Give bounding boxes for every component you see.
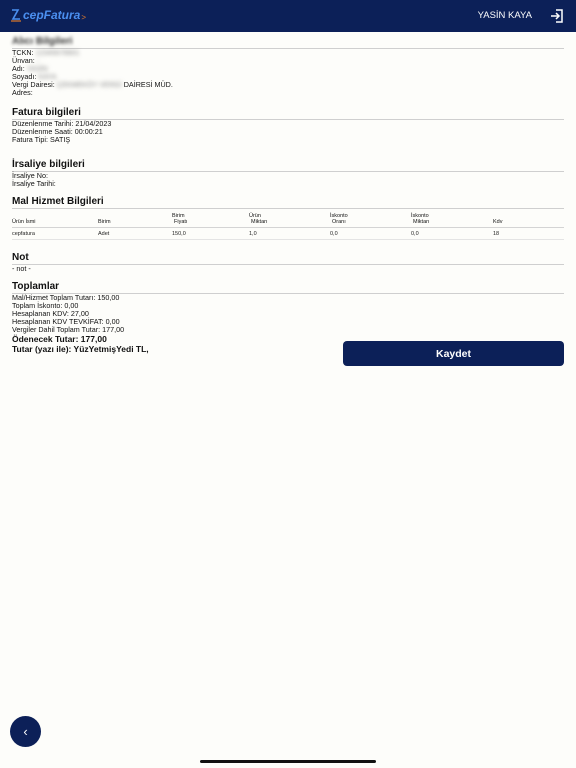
invoice-time: Düzenlenme Saati: 00:00:21 [12,127,103,136]
col-h2: Fiyatı [174,219,188,225]
buyer-title-text: Alıcı Bilgileri [12,36,73,47]
table-row [12,228,564,240]
table-cell: cepfatura [12,228,98,240]
col-quantity [249,213,330,228]
note-text: - not - [12,264,31,273]
col-h2: Ürün İsmi [12,219,36,225]
save-button[interactable]: Kaydet [343,341,564,366]
unvan-value: - [36,56,40,65]
buyer-adres: Adres: [12,88,33,97]
total-line: Vergiler Dahil Toplam Tutar: 177,00 [12,325,125,334]
col-h1: İskonto [330,213,348,219]
buyer-vergi [12,81,564,89]
soyad-value: KAYA [38,72,57,81]
home-indicator [200,760,376,763]
vergi-value-suffix: DAİRESİ MÜD. [123,80,173,89]
waybill-section-title: İrsaliye bilgileri [12,159,564,172]
invoice-type: Fatura Tipi: SATIŞ [12,135,71,144]
col-h2: Miktarı [251,219,268,225]
buyer-ad [12,65,564,73]
col-vat [493,213,564,228]
total-line: Hesaplanan KDV: 27,00 [12,309,89,318]
buyer-unvan [12,57,564,65]
table-cell: 18 [493,228,564,240]
items-table [12,213,564,240]
col-h2: Oranı [332,219,346,225]
logout-icon[interactable] [550,9,564,23]
vergi-label: Vergi Dairesi: [12,80,55,89]
table-cell: 0,0 [411,228,493,240]
col-h1: Ürün [249,213,261,219]
items-header-row [12,213,564,228]
waybill-no: İrsaliye No: [12,171,48,180]
col-h2: Birim [98,219,111,225]
items-section-title: Mal Hizmet Bilgileri [12,196,564,209]
col-h2: Miktarı [413,219,430,225]
tckn-value: 12345678901 [35,48,80,57]
table-cell: 1,0 [249,228,330,240]
logo-text: cepFatura [23,8,81,22]
vergi-value-hidden: ÇEKMEKÖY VERGİ [56,80,122,89]
amount-in-words: Tutar (yazı ile): YüzYetmişYedi TL, [12,344,149,354]
note-section-title: Not [12,252,564,265]
col-discount-amount [411,213,493,228]
chevron-left-icon: ‹ [23,724,28,739]
total-line: Hesaplanan KDV TEVKİFAT: 0,00 [12,317,120,326]
soyad-label: Soyadı: [12,72,37,81]
table-cell: 150,0 [172,228,249,240]
invoice-preview [12,36,564,354]
app-logo[interactable] [10,8,86,22]
total-line: Toplam İskonto: 0,00 [12,301,79,310]
unvan-label: Ünvan: [12,56,35,65]
buyer-section-title [12,36,564,49]
back-button[interactable] [10,716,41,747]
col-unit-price [172,213,249,228]
logo-icon [10,8,22,22]
table-cell: 0,0 [330,228,411,240]
col-product-name [12,213,98,228]
top-bar [0,0,576,32]
col-h1: Birim [172,213,185,219]
col-h1: İskonto [411,213,429,219]
payable-amount: Ödenecek Tutar: 177,00 [12,334,107,344]
buyer-tckn [12,49,564,57]
ad-label: Adı: [12,64,25,73]
tckn-label: TCKN: [12,48,34,57]
col-unit [98,213,172,228]
invoice-date: Düzenlenme Tarihi: 21/04/2023 [12,119,112,128]
total-line: Mal/Hizmet Toplam Tutarı: 150,00 [12,293,120,302]
col-discount-rate [330,213,411,228]
waybill-date: İrsaliye Tarihi: [12,179,56,188]
invoice-section-title: Fatura bilgileri [12,107,564,120]
totals-section-title: Toplamlar [12,281,564,294]
table-cell: Adet [98,228,172,240]
col-h2: Kdv [493,219,503,225]
logo-caret: > [81,12,87,22]
user-name: YASİN KAYA [477,10,532,21]
ad-value: YASİN [26,64,48,73]
